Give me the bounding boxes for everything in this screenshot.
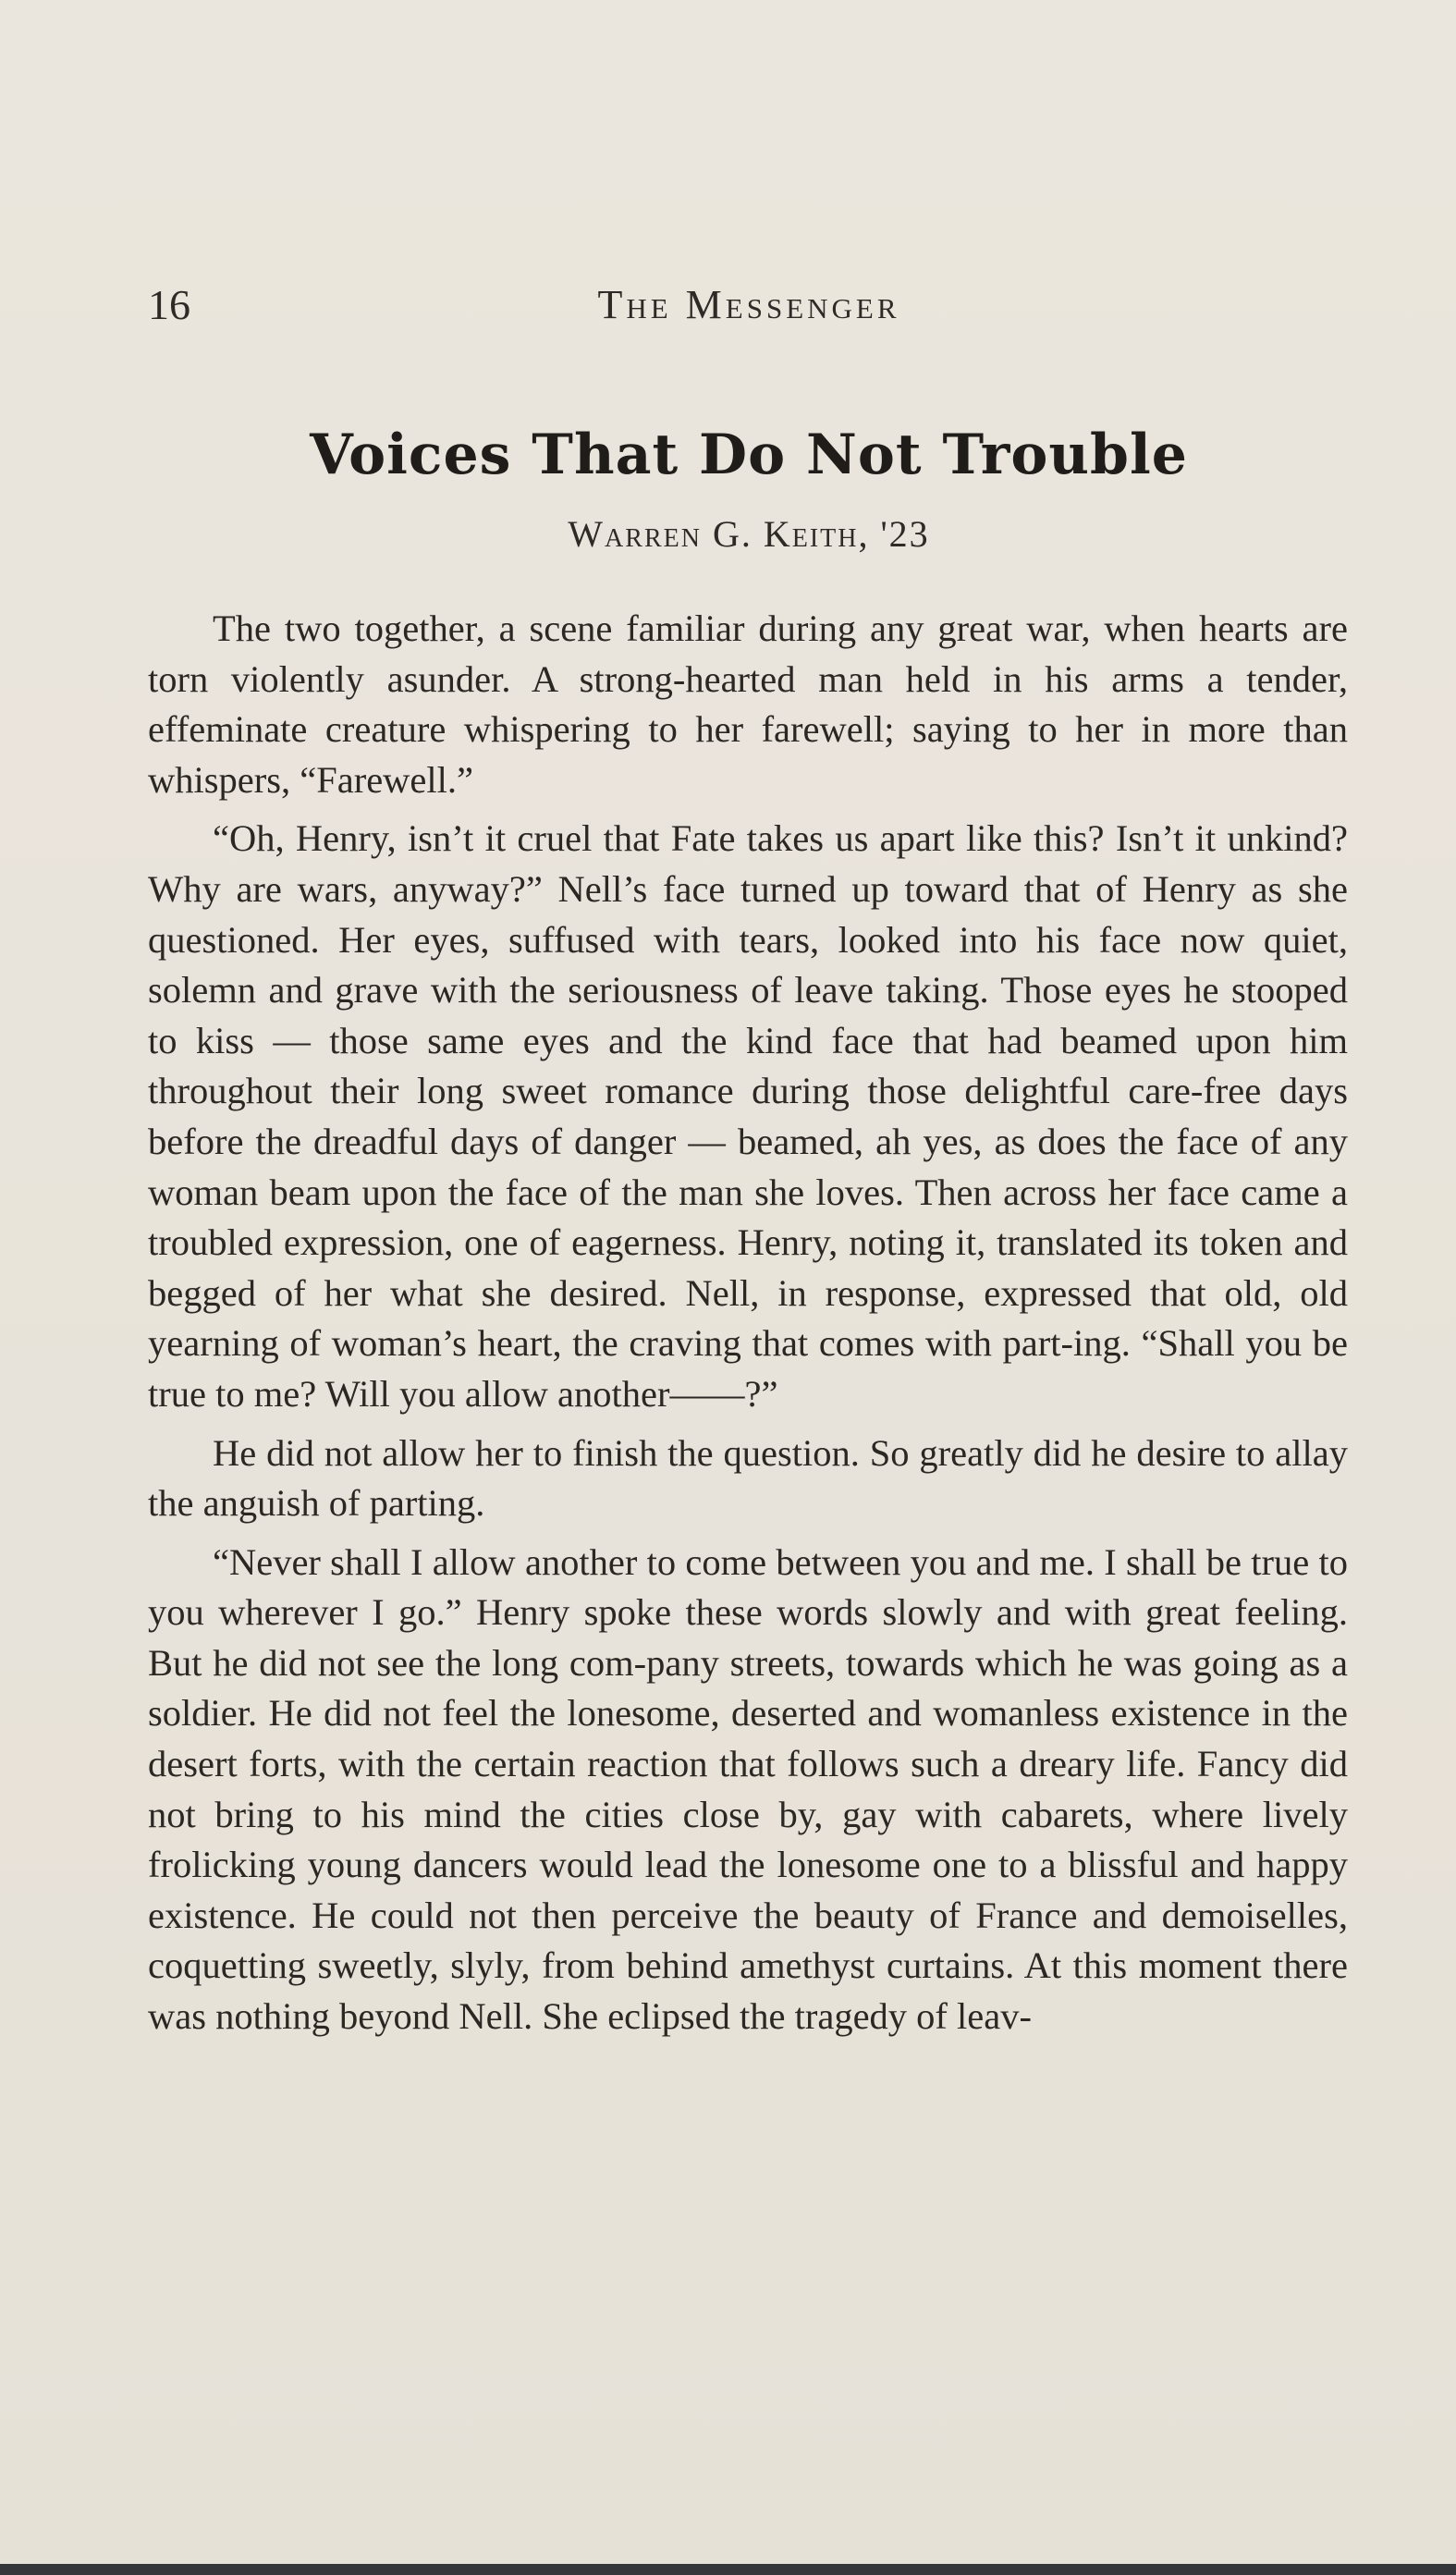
paragraph: “Never shall I allow another to come between you and me. I shall be true to you wherever I go.” Henry spoke these words slowly and with great feeling. But he did not see the long com-pany streets, towards which he was going as a soldier. He did not feel the lonesome, deserted and womanless existence in the desert forts, with the certain reaction that follows such a dreary life. Fancy did not bring to his mind the cities close by, gay with cabarets, where lively frolicking young dancers would lead the lonesome one to a blissful and happy existence. He could not then perceive the beauty of France and demoiselles, coquetting sweetly, slyly, from behind amethyst curtains. At this moment there was nothing beyond Nell. She eclipsed the tragedy of leav- [148,1540,1348,2038]
paragraph: “Oh, Henry, isn’t it cruel that Fate takes us apart like this? Isn’t it unkind? Why are wars, anyway?” Nell’s face turned up toward that of Henry as she questioned. Her eyes, suffused with tears, looked into his face now quiet, solemn and grave with the seriousness of leave taking. Those eyes he stooped to kiss — those same eyes and the kind face that had beamed upon him throughout their long sweet romance during those delightful care-free days before the dreadful days of danger — beamed, ah yes, as does the face of any woman beam upon the face of the man she loves. Then across her face came a troubled expression, one of eagerness. Henry, noting it, translated its token and begged of her what she desired. Nell, in response, expressed that old, old yearning of woman’s heart, the craving that comes with part-ing. “Shall you be true to me? Will you allow another——?” [148,817,1348,1415]
page-header [148,277,1350,333]
running-head: The Messenger [597,282,900,327]
article-byline: Warren G. Keith, '23 [568,513,930,555]
paragraph: He did not allow her to finish the question. So greatly did he desire to allay the anguish of parting. [148,1431,1348,1525]
paragraph: The two together, a scene familiar during any great war, when hearts are torn violently asunder. A strong-hearted man held in his arms a tender, effeminate creature whispering to her farewell; saying to her in more than whispers, “Farewell.” [148,607,1348,801]
article-body [148,604,1348,2051]
page-bottom-edge [0,2564,1456,2575]
article-title: Voices That Do Not Trouble [310,423,1188,487]
page-number: 16 [148,281,190,328]
